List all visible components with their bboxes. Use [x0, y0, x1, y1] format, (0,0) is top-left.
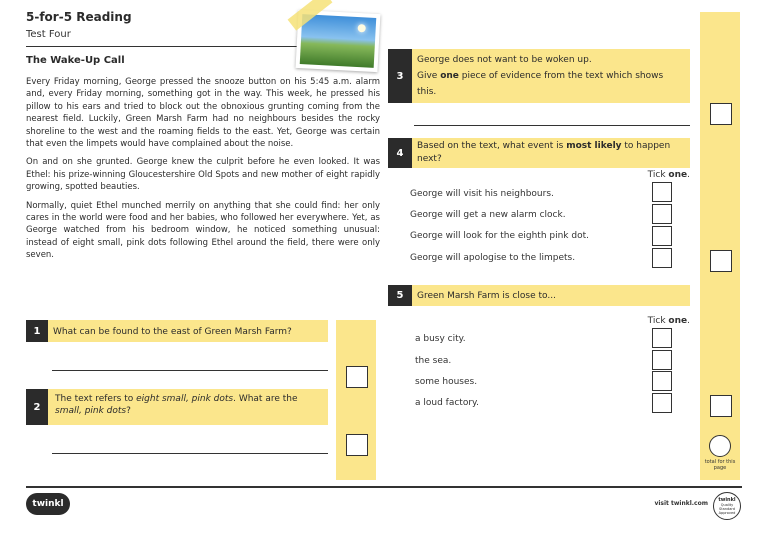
visit-link[interactable]: visit twinkl.com [654, 500, 708, 507]
q4-tick-box[interactable] [652, 226, 672, 246]
story-title: The Wake-Up Call [26, 55, 125, 66]
q5-tick-box[interactable] [652, 350, 672, 370]
score-box-q2[interactable] [346, 434, 368, 456]
story-text [26, 76, 380, 268]
story-paragraph: On and on she grunted. George knew the culprit before he even looked. It was Ethel: his prize-winning Gloucestershire Old Spots and new mother of eight rapidly growing, spotted beauties. [26, 157, 380, 193]
score-box-q1[interactable] [346, 366, 368, 388]
q5-tick-box[interactable] [652, 393, 672, 413]
question-1-number: 1 [26, 320, 48, 342]
q4-option: George will get a new alarm clock. [410, 210, 566, 220]
question-2-number: 2 [26, 389, 48, 425]
q4-option: George will look for the eighth pink dot. [410, 231, 589, 241]
footer-divider [26, 486, 742, 488]
q5-option: the sea. [415, 356, 452, 366]
q4-option: George will visit his neighbours. [410, 189, 554, 199]
story-paragraph: Every Friday morning, George pressed the snooze button on his 5:45 a.m. alarm and, every Friday morning, something got in the way. This week, he pressed his pillow to his ears and tried to block out the obnoxious grunting coming from the nearest field. Luckily, Green Marsh Farm had no neighbours besides the rocky shoreline to the west and the roaming fields to the east. Yet, George was certain that even the limpets would have complained about the noise. [26, 77, 380, 150]
badge-bottom-text: Quality Standard Approved [718, 503, 736, 515]
page-total-label: total for this page [704, 459, 736, 471]
q5-tick-box[interactable] [652, 328, 672, 348]
worksheet-subtitle: Test Four [26, 29, 71, 40]
page-total-circle[interactable] [709, 435, 731, 457]
question-2-text-c: . What are the [233, 394, 298, 404]
q4-tick-box[interactable] [652, 248, 672, 268]
answer-line-q3[interactable] [414, 125, 690, 126]
header-divider [26, 46, 326, 47]
question-3-line-2: Give one piece of evidence from the text which shows this. [417, 71, 664, 97]
score-box-q3[interactable] [710, 103, 732, 125]
twinkl-logo: twinkl [26, 493, 70, 515]
question-5-number: 5 [388, 285, 412, 306]
q5-option: a loud factory. [415, 398, 479, 408]
q4-tick-box[interactable] [652, 182, 672, 202]
question-2-text-a: The text refers to [55, 394, 137, 404]
question-2-quote: eight small, pink dots [136, 394, 234, 404]
answer-line-q2[interactable] [52, 453, 328, 454]
q5-option: a busy city. [415, 334, 466, 344]
q5-option: some houses. [415, 377, 478, 387]
question-3-line-1: George does not want to be woken up. [417, 55, 592, 65]
score-box-q4[interactable] [710, 250, 732, 272]
q4-tick-box[interactable] [652, 204, 672, 224]
q5-tick-box[interactable] [652, 371, 672, 391]
question-1-text: What can be found to the east of Green Marsh Farm? [53, 327, 292, 337]
score-box-q5[interactable] [710, 395, 732, 417]
question-2-text-e: ? [126, 406, 131, 416]
tick-one-q4: Tick one. [647, 170, 690, 180]
badge-top-text: twinkl [718, 497, 736, 503]
worksheet-title: 5-for-5 Reading [26, 10, 132, 24]
question-5-text: Green Marsh Farm is close to... [417, 291, 556, 301]
question-3-number: 3 [388, 49, 412, 103]
question-4-text: Based on the text, what event is most likely to happen next? [417, 141, 671, 164]
question-2-quote-short: small, pink dots [55, 406, 127, 416]
score-column-left [336, 320, 376, 480]
quality-badge-icon [713, 492, 741, 520]
answer-line-q1[interactable] [52, 370, 328, 371]
question-4-number: 4 [388, 138, 412, 168]
story-paragraph: Normally, quiet Ethel munched merrily on anything that she could find: her only cares in the world were food and her babies, who followed her everywhere. Yet, as George watched from his bedroom window, he noticed something unusual: instead of eight small, pink dots following Ethel around the field, there were only seven. [26, 200, 380, 261]
tick-one-q5: Tick one. [647, 316, 690, 326]
q4-option: George will apologise to the limpets. [410, 253, 576, 263]
question-2-text [55, 393, 325, 417]
question-3-text [417, 52, 685, 100]
